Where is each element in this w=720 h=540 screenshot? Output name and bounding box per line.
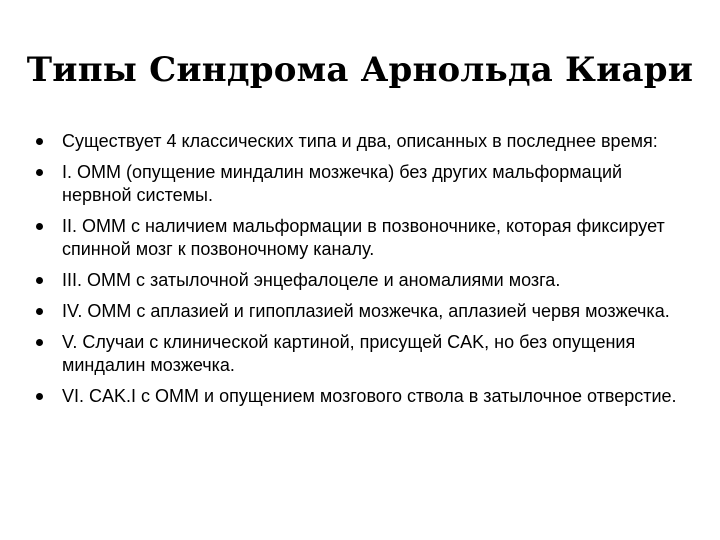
- bullet-dot-icon: [36, 138, 43, 145]
- bullet-text: Существует 4 классических типа и два, описанных в последнее время:: [62, 131, 658, 151]
- bullet-text: IV. OMM с аплазией и гипоплазией мозжечка, аплазией червя мозжечка.: [62, 301, 670, 321]
- bullet-dot-icon: [36, 393, 43, 400]
- bullet-item: [36, 161, 686, 207]
- bullet-text: V. Случаи с клинической картиной, присущей CAK, но без опущения миндалин мозжечка.: [62, 332, 636, 375]
- bullet-text: III. OMM с затылочной энцефалоцеле и аномалиями мозга.: [62, 270, 561, 290]
- bullet-item: [36, 215, 686, 261]
- bullet-item: [36, 300, 686, 323]
- bullet-dot-icon: [36, 339, 43, 346]
- bullet-dot-icon: [36, 277, 43, 284]
- bullet-text: II. OMM с наличием мальформации в позвоночнике, которая фиксирует спинной мозг к позвоночному каналу.: [62, 216, 665, 259]
- bullet-dot-icon: [36, 308, 43, 315]
- bullet-item: [36, 331, 686, 377]
- bullet-text: VI. CAK.I с OMM и опущением мозгового ствола в затылочное отверстие.: [62, 386, 677, 406]
- bullet-item: [36, 130, 686, 153]
- bullet-item: [36, 269, 686, 292]
- bullet-dot-icon: [36, 223, 43, 230]
- bullet-item: [36, 385, 686, 408]
- bullet-dot-icon: [36, 169, 43, 176]
- bullet-text: I. OMM (опущение миндалин мозжечка) без других мальформаций нервной системы.: [62, 162, 623, 205]
- slide-title: Типы Синдрома Арнольда Киари: [26, 50, 694, 90]
- bullet-list: [36, 130, 686, 416]
